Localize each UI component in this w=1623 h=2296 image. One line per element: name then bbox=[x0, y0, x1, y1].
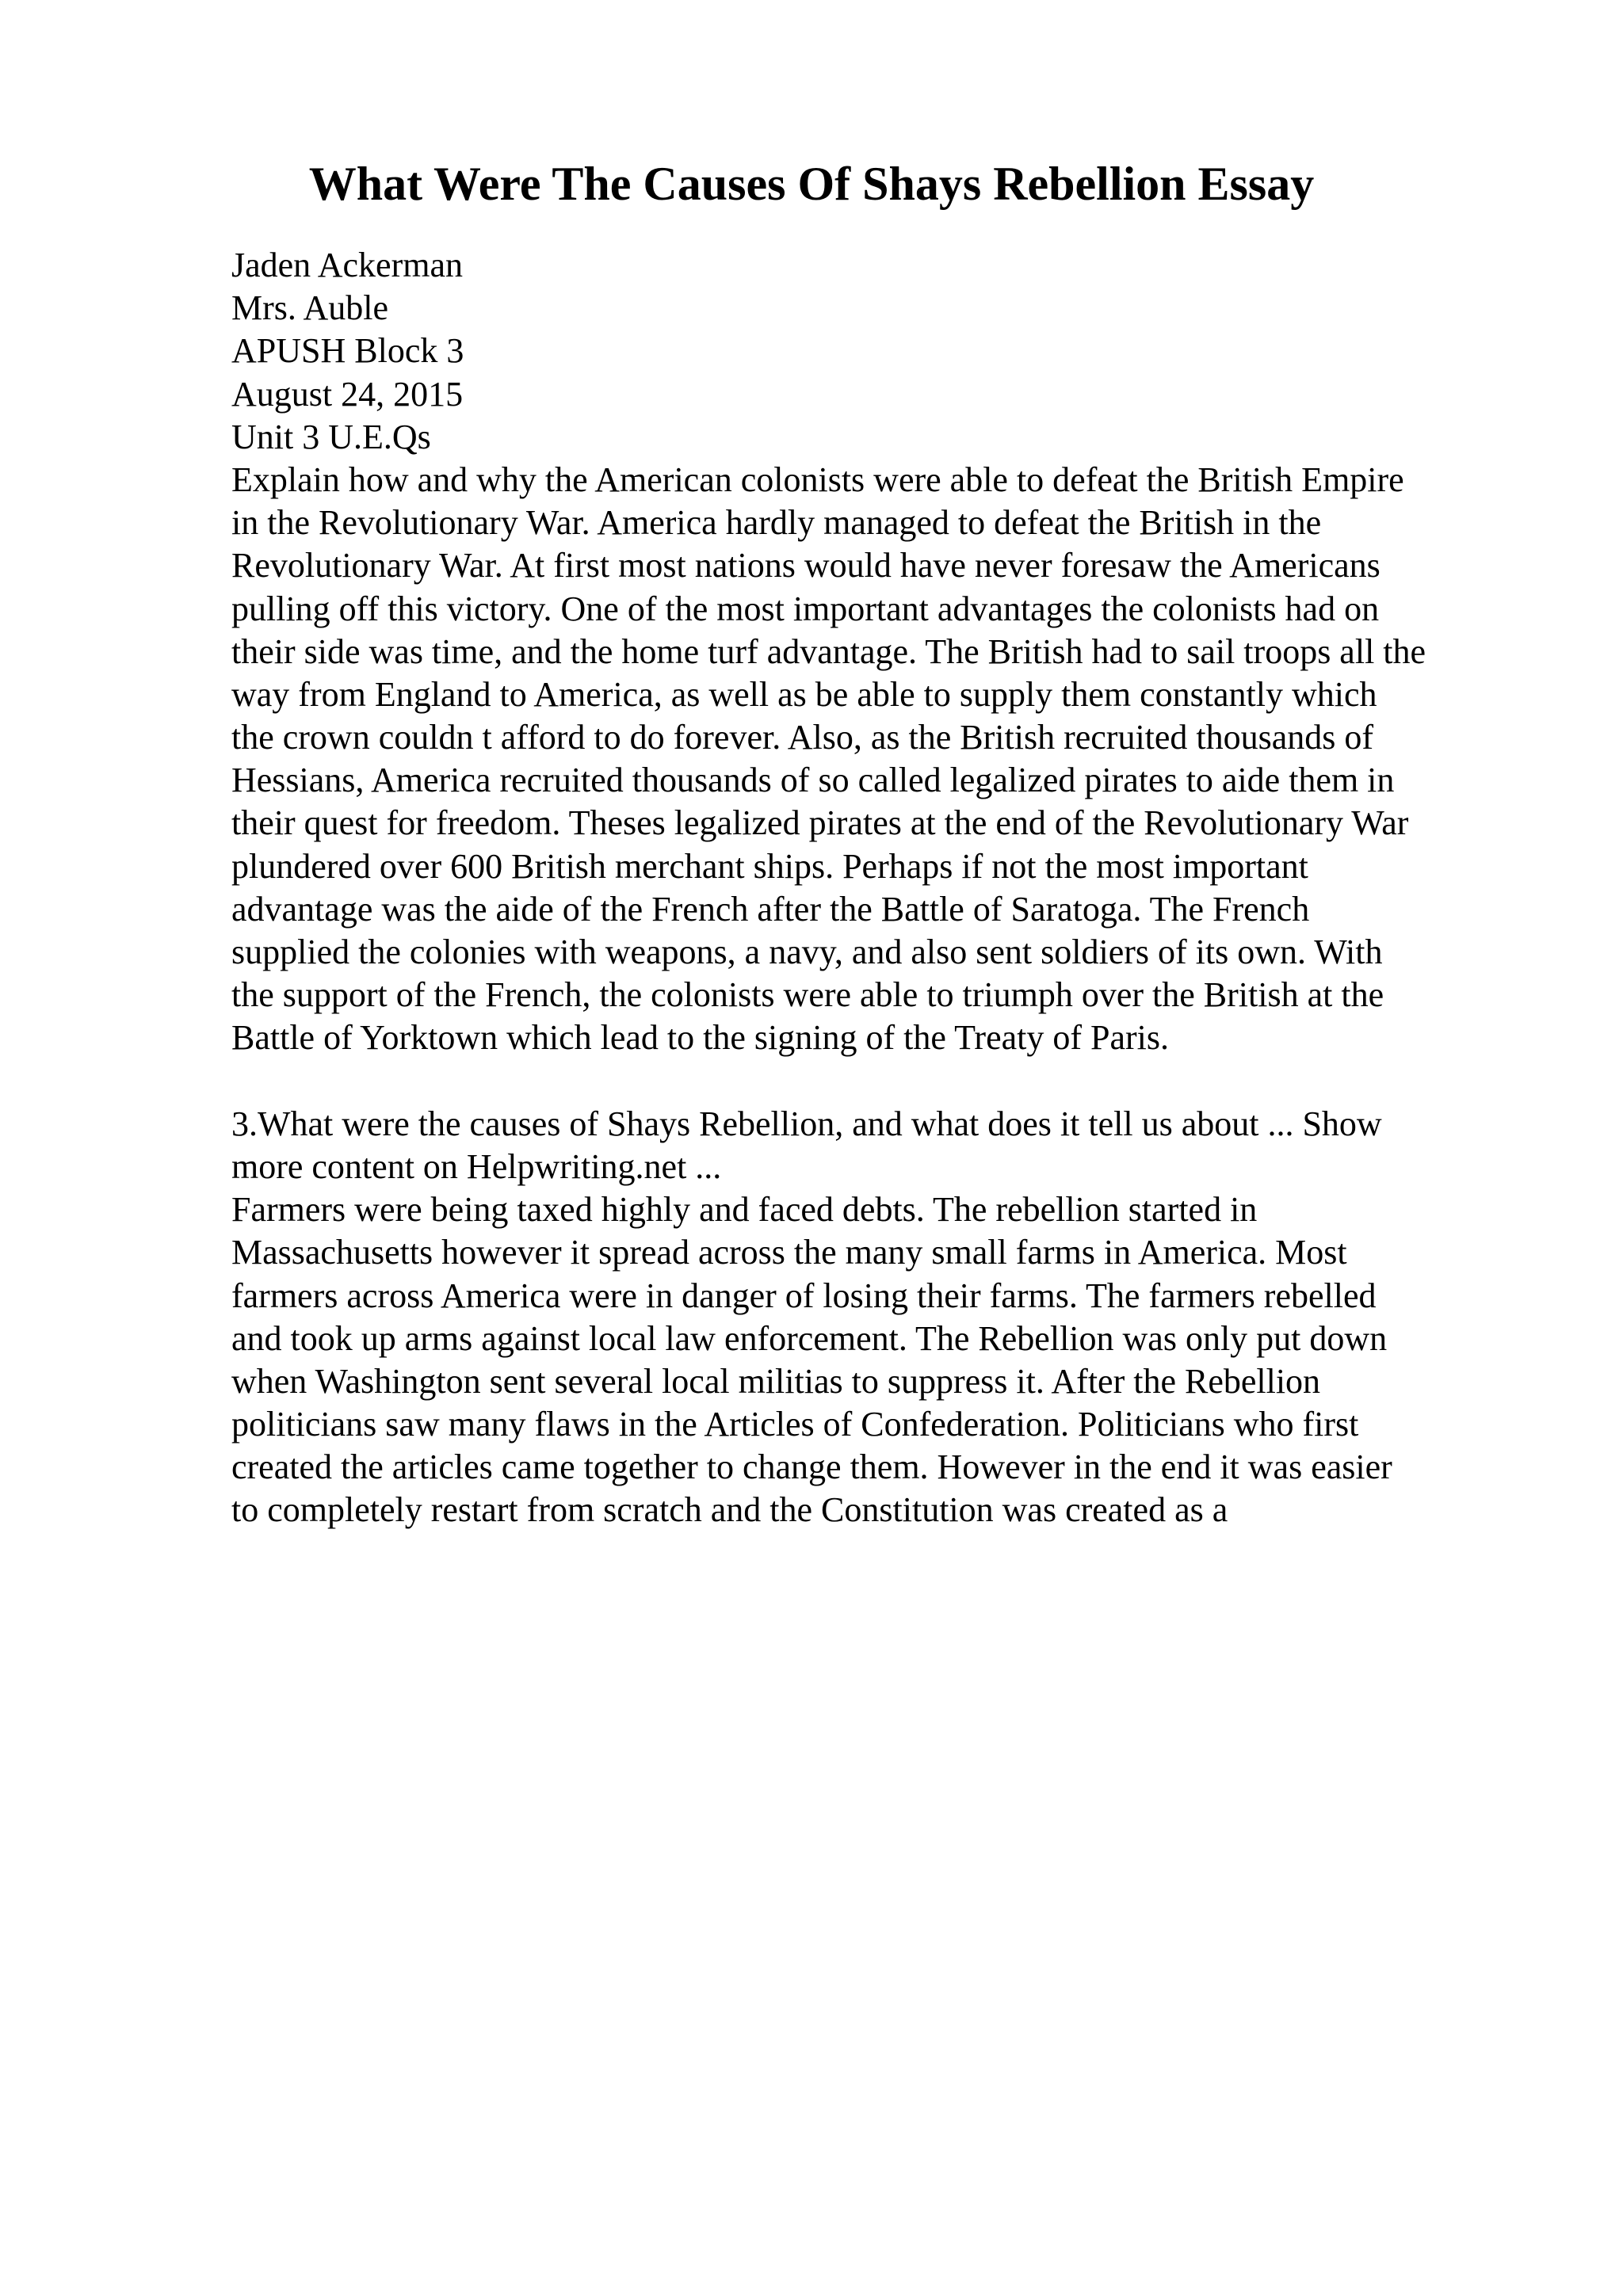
text-line: Revolutionary War. At first most nations would have never foresaw the Americans bbox=[231, 546, 1381, 585]
document-title: What Were The Causes Of Shays Rebellion Essay bbox=[308, 158, 1315, 210]
text-line: pulling off this victory. One of the most important advantages the colonists had on bbox=[231, 589, 1380, 628]
text-line: Explain how and why the American colonists were able to defeat the British Empire bbox=[231, 460, 1404, 499]
text-line: Farmers were being taxed highly and faced debts. The rebellion started in bbox=[231, 1190, 1258, 1230]
text-line: farmers across America were in danger of losing their farms. The farmers rebelled bbox=[231, 1276, 1377, 1315]
document-body bbox=[231, 244, 1547, 1532]
text-line: in the Revolutionary War. America hardly managed to defeat the British in the bbox=[231, 503, 1322, 543]
document-date: August 24, 2015 bbox=[231, 374, 464, 414]
text-line: when Washington sent several local militias to suppress it. After the Rebellion bbox=[231, 1361, 1321, 1401]
text-line: and took up arms against local law enforcement. The Rebellion was only put down bbox=[231, 1318, 1388, 1358]
text-line: created the articles came together to change them. However in the end it was easier bbox=[231, 1447, 1392, 1487]
teacher-name: Mrs. Auble bbox=[231, 288, 388, 328]
text-line: plundered over 600 British merchant ships. Perhaps if not the most important bbox=[231, 846, 1308, 886]
text-line: Massachusetts however it spread across the many small farms in America. Most bbox=[231, 1233, 1347, 1272]
text-line: the support of the French, the colonists were able to triumph over the British at the bbox=[231, 975, 1384, 1015]
author-name: Jaden Ackerman bbox=[231, 246, 463, 284]
text-line: their quest for freedom. Theses legalized pirates at the end of the Revolutionary War bbox=[231, 803, 1409, 843]
paragraph-spacer bbox=[231, 1060, 1547, 1103]
text-line: politicians saw many flaws in the Articles of Confederation. Politicians who first bbox=[231, 1405, 1359, 1444]
text-line: advantage was the aide of the French after the Battle of Saratoga. The French bbox=[231, 889, 1310, 929]
text-line: Hessians, America recruited thousands of so called legalized pirates to aide them in bbox=[231, 761, 1395, 800]
header-block bbox=[231, 244, 1547, 459]
text-line: to completely restart from scratch and the Constitution was created as a bbox=[231, 1490, 1228, 1530]
paragraph-revolutionary-war bbox=[231, 459, 1547, 1060]
class-block: APUSH Block 3 bbox=[231, 331, 464, 371]
text-line: 3.What were the causes of Shays Rebellion, and what does it tell us about ... Show bbox=[231, 1104, 1382, 1143]
unit-label: Unit 3 U.E.Qs bbox=[231, 417, 431, 456]
text-line: more content on Helpwriting.net ... bbox=[231, 1146, 722, 1186]
text-line: the crown couldn t afford to do forever. Also, as the British recruited thousands of bbox=[231, 718, 1374, 757]
text-line: Battle of Yorktown which lead to the signing of the Treaty of Paris. bbox=[231, 1018, 1170, 1058]
text-line: way from England to America, as well as be able to supply them constantly which bbox=[231, 674, 1377, 714]
text-line: supplied the colonies with weapons, a navy, and also sent soldiers of its own. With bbox=[231, 933, 1383, 971]
text-line: their side was time, and the home turf advantage. The British had to sail troops all the bbox=[231, 631, 1426, 671]
paragraph-shays-rebellion bbox=[231, 1188, 1547, 1532]
paragraph-question-3 bbox=[231, 1103, 1547, 1188]
